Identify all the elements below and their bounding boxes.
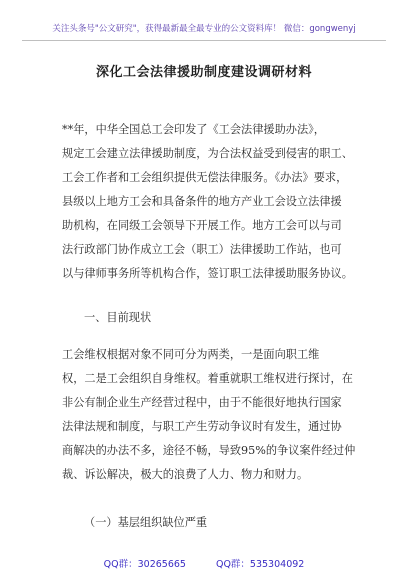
footer-qq-group-2: QQ群：535304092 [215, 559, 305, 570]
paragraph-intro: **年，中华全国总工会印发了《工会法律援助办法》， 规定工会建立法律援助制度，为合法权益受到侵害的职工、 工会工作者和工会组织提供无偿法律服务。《办法》要求， 县级以上地方工会和具备条件的地方产业工会设立法律援 助机构，在同级工会领导下开展工作。地方工会可以与司 法行政部门协作成立工会（职工）法律援助工作站，也可 以与律师事务所等机构合作，签订职工法律援助服务协议。 [62, 123, 353, 280]
header-divider [22, 40, 386, 41]
footer-qq-group-1: QQ群：30265665 [103, 559, 186, 570]
paragraph-current-status: 工会维权根据对象不同可分为两类，一是面向职工维 权，二是工会组织自身维权。着重就职工维权进行探讨，在 非公有制企业生产经营过程中，由于不能很好地执行国家 法律法规和制度，与职工产生劳动争议时有发生，通过协 商解决的办法不多，途径不畅，导致95%的争议案件经过仲 裁、诉讼解决，极大的浪费了人力、物力和财力。 [62, 348, 356, 481]
document-title: 深化工会法律援助制度建设调研材料 [95, 65, 312, 80]
section-heading-current-status: 一、目前现状 [84, 311, 152, 324]
footer-bar [0, 556, 408, 570]
subsection-heading-grassroots: （一）基层组织缺位严重 [84, 516, 208, 529]
header-banner: 关注头条号"公文研究"，获得最新最全最专业的公文资料库！ 微信：gongwenyj [52, 24, 356, 34]
